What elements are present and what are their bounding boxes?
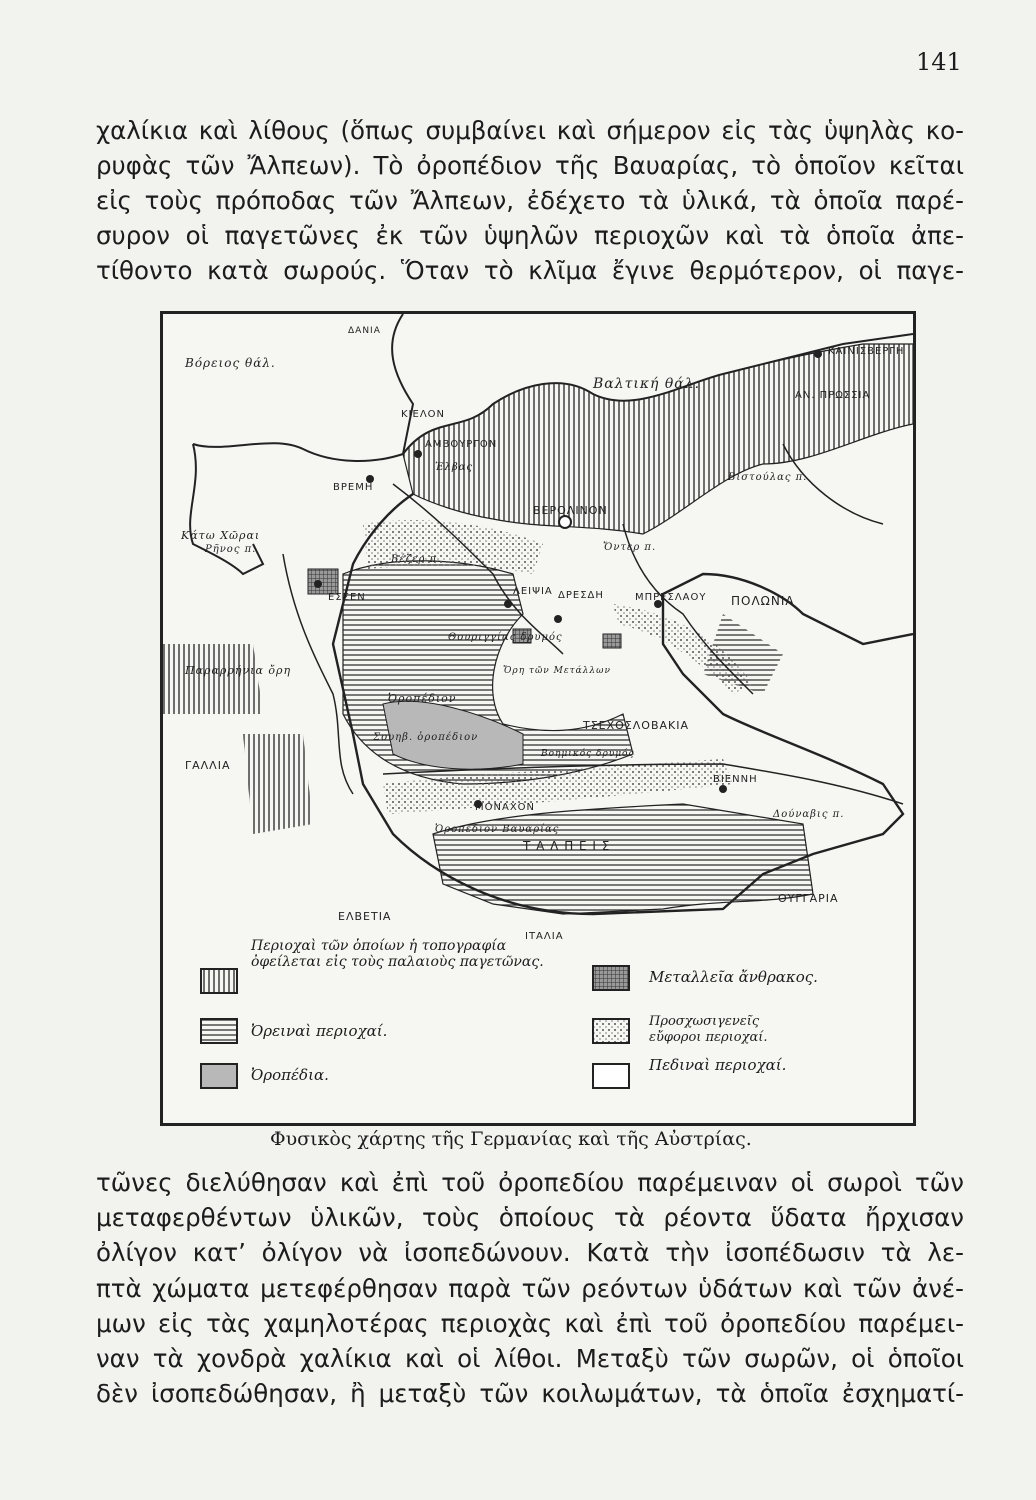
label-east-prussia: ΑΝ. ΠΡΩΣΣΙΑ (795, 390, 871, 401)
text-line: ὀλίγον κατ’ ὀλίγον νὰ ἰσοπεδώνουν. Κατὰ τὴν ἰσοπέδωσιν τὰ λε- (96, 1238, 964, 1268)
label-oder: Ὄντερ π. (603, 542, 657, 553)
label-rhine: Ρῆνος π. (205, 544, 257, 555)
city-marker-leipzig (504, 600, 512, 608)
label-denmark: ΔΑΝΙΑ (348, 326, 381, 336)
glacial-region-south (243, 734, 313, 834)
label-danube: Δούναβις π. (773, 809, 845, 820)
label-kiel: ΚΙΕΛΟΝ (401, 409, 446, 420)
text-line: μων εἰς τὰς χαμηλοτέρας περιοχὰς καὶ ἐπὶ τοῦ ὀροπεδίου παρέμει- (96, 1308, 964, 1338)
text-line: δὲν ἰσοπεδώθησαν, ἢ μεταξὺ τῶν κοιλωμάτων, τὰ ὁποῖα ἐσχηματί- (96, 1379, 964, 1409)
page-number: 141 (916, 48, 962, 76)
label-konigsberg: ΚΑΙΝΙΣΒΕΡΓΗ (828, 346, 905, 357)
legend-box-plains (593, 1064, 629, 1088)
map-figure (160, 311, 916, 1126)
label-leipzig: ΛΕΙΨΙΑ (513, 586, 553, 597)
legend-mineral-text: Μεταλλεῖα ἄνθρακος. (649, 968, 818, 986)
legend-plains-text: Πεδιναὶ περιοχαί. (649, 1056, 787, 1074)
text-line: πτὰ χώματα μετεφέρθησαν παρὰ τῶν ρεόντων ὑδάτων καὶ τῶν ἀνέ- (96, 1273, 964, 1303)
paragraph-top (96, 113, 964, 288)
text-line: χαλίκια καὶ λίθους (ὅπως συμβαίνει καὶ σήμερον εἰς τὰς ὑψηλὰς κο- (96, 116, 964, 145)
label-france: ΓΑΛΛΙΑ (185, 759, 231, 772)
coal-field-silesia (603, 634, 621, 648)
label-czechoslovakia: ΤΣΕΧΟΣΛΟΒΑΚΙΑ (583, 719, 690, 732)
legend-box-glacial (201, 969, 237, 993)
label-vienna: ΒΙΕΝΝΗ (713, 774, 758, 785)
text-line: τίθοντο κατὰ σωρούς. Ὅταν τὸ κλῖμα ἔγινε θερμότερον, οἱ παγε- (96, 256, 964, 285)
city-marker-vienna (719, 785, 727, 793)
city-marker-dresden (554, 615, 562, 623)
city-marker-berlin (559, 516, 571, 528)
legend-mountain-text: Ὀρειναὶ περιοχαί. (251, 1022, 388, 1040)
legend-plateau-text: Ὀροπέδια. (251, 1066, 329, 1084)
label-bavarian-plateau: Ὀροπέδιον Βαυαρίας (435, 824, 560, 835)
label-italy: ΙΤΑΛΙΑ (525, 931, 564, 942)
label-swabian-jura: Σουηβ. ὁροπέδιον (373, 732, 479, 743)
legend-box-fertile (593, 1019, 629, 1043)
label-dresden: ΔΡΕΣΔΗ (558, 590, 604, 601)
glacial-region-west (163, 644, 263, 714)
label-thuringian-forest: Θουριγγίας δρυμός (448, 632, 563, 643)
label-elbe: Ἐλβας (435, 462, 474, 473)
text-line: ναν τὰ χονδρὰ χαλίκια καὶ οἱ λίθοι. Μεταξὺ τῶν σωρῶν, οἱ ὁποῖοι (96, 1344, 964, 1374)
label-low-countries: Κάτω Χῶραι (181, 529, 261, 542)
label-breslau: ΜΠΡΕΣΛΑΟΥ (635, 592, 707, 603)
coastline-north (193, 314, 413, 461)
label-ore-mountains: Ὄρη τῶν Μετάλλων (503, 666, 611, 676)
label-plateau: Ὀροπέδιον (388, 692, 457, 705)
label-hamburg: ΑΜΒΟΥΡΓΟΝ (425, 439, 498, 450)
label-north-sea: Βόρειος θάλ. (185, 356, 276, 370)
text-line: τῶνες διελύθησαν καὶ ἐπὶ τοῦ ὀροπεδίου παρέμειναν οἱ σωροὶ τῶν (96, 1168, 964, 1197)
text-line: μεταφερθέντων ὑλικῶν, τοὺς ὁποίους τὰ ρέοντα ὕδατα ἤρχισαν (96, 1203, 964, 1233)
label-hungary: ΟΥΓΓΑΡΙΑ (778, 892, 839, 905)
map-drawing (163, 314, 913, 1123)
city-marker-essen (314, 580, 322, 588)
text-line: εἰς τοὺς πρόποδας τῶν Ἄλπεων, ἐδέχετο τὰ ὑλικά, τὰ ὁποῖα παρέ- (96, 186, 964, 215)
label-alps: Τ Α Λ Π Ε Ι Σ (523, 839, 611, 853)
mountain-region-alps (433, 804, 813, 914)
paragraph-bottom (96, 1165, 964, 1411)
label-bohemian-forest: Βοημικός δρυμός (541, 749, 635, 759)
city-marker-hamburg (414, 450, 422, 458)
coal-field-ruhr (308, 569, 338, 594)
legend-glacial-text: Περιοχαὶ τῶν ὁποίων ἡ τοπογραφία ὀφείλεται εἰς τοὺς παλαιοὺς παγετῶνας. (251, 938, 544, 970)
figure-caption: Φυσικὸς χάρτης τῆς Γερμανίας καὶ τῆς Αὐστρίας. (270, 1128, 752, 1150)
legend-fertile-text: Προσχωσιγενεῖς εὔφοροι περιοχαί. (649, 1014, 768, 1045)
label-rhine-mountains: Παραρρήνια ὄρη (185, 664, 292, 677)
fertile-region (363, 520, 543, 574)
label-essen: ΕΣΣΕΝ (328, 592, 366, 603)
label-poland: ΠΟΛΩΝΙΑ (731, 594, 795, 608)
label-switzerland: ΕΛΒΕΤΙΑ (338, 910, 392, 923)
label-bremen: ΒΡΕΜΗ (333, 482, 374, 493)
text-line: συρον οἱ παγετῶνες ἐκ τῶν ὑψηλῶν περιοχῶν καὶ τὰ ὁποῖα ἀπε- (96, 221, 964, 250)
city-marker-konigsberg (814, 350, 822, 358)
text-line: ρυφὰς τῶν Ἄλπεων). Τὸ ὀροπέδιον τῆς Βαυαρίας, τὸ ὁποῖον κεῖται (96, 151, 964, 180)
legend-box-mountain (201, 1019, 237, 1043)
label-baltic: Βαλτική θάλ. (593, 376, 701, 392)
label-munich: ΜΟΝΑΧΟΝ (475, 802, 536, 813)
label-berlin: ΒΕΡΟΛΙΝΟΝ (533, 504, 608, 517)
label-weser: Βέζερ π. (391, 554, 442, 565)
label-vistula: Βιστούλας π. (728, 472, 808, 483)
legend-box-plateau (201, 1064, 237, 1088)
legend-box-mineral (593, 966, 629, 990)
